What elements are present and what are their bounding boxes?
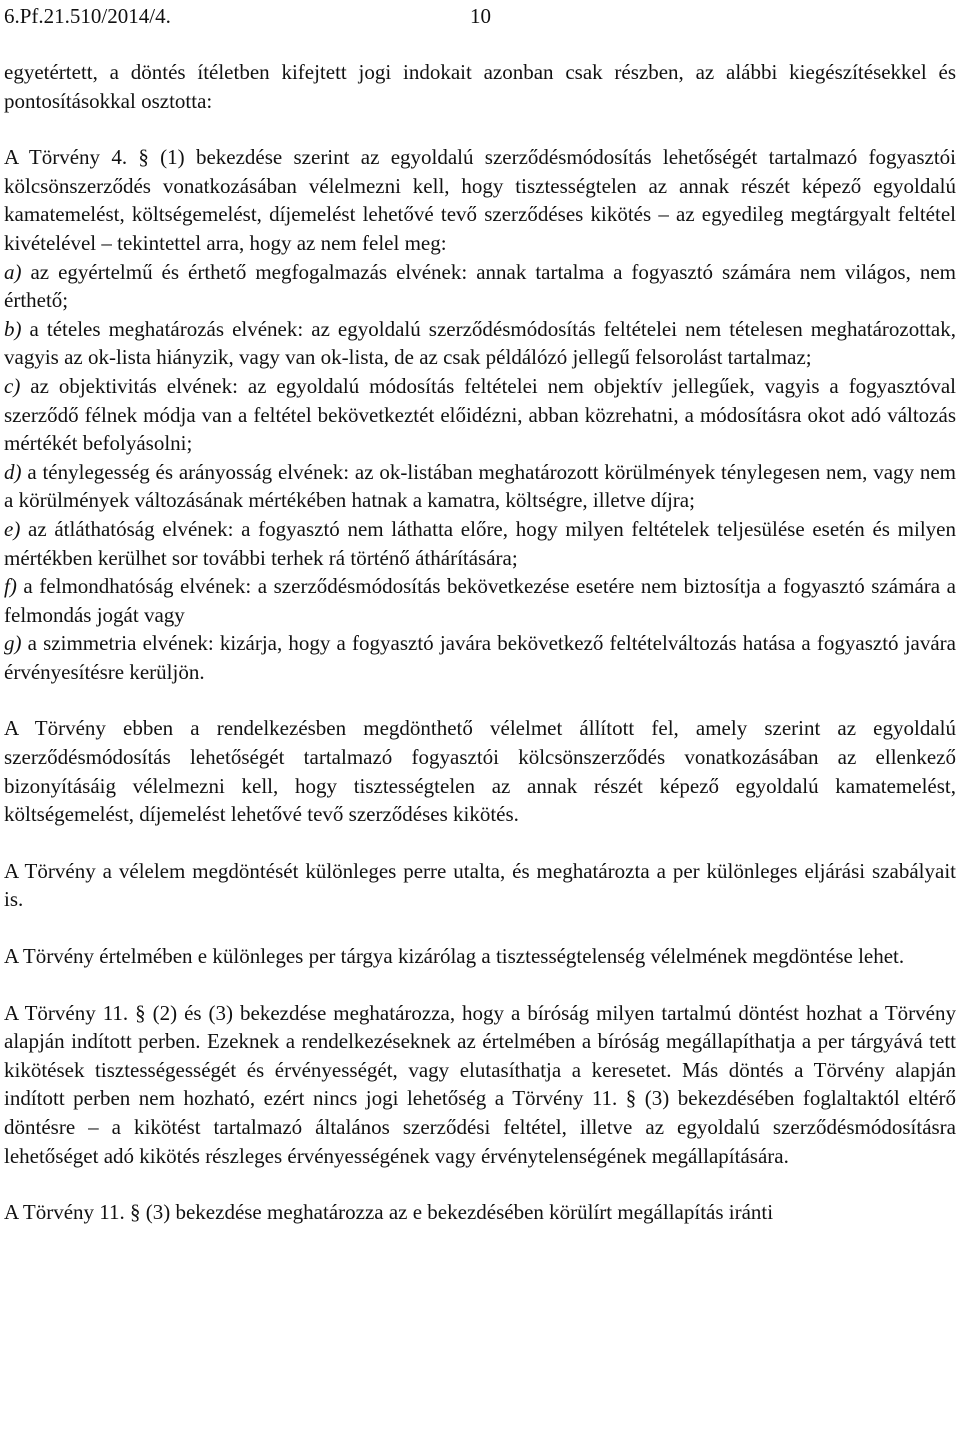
list-item-text: a ténylegesség és arányosság elvének: az ok-listában meghatározott körülmények ténylegesen nem, vagy nem a körülmények változásának mértékében hatnak a kamatra, költségre, illetve díjra; [4,459,956,513]
list-item-text: a felmondhatóság elvének: a szerződésmódosítás bekövetkezése esetére nem biztosítja a fogyasztó számára a felmondás jogát vagy [4,574,956,627]
list-item-text: a szimmetria elvének: kizárja, hogy a fogyasztó javára bekövetkező feltételváltozás hatása a fogyasztó javára érvényesítésre kerüljön. [4,631,956,684]
list-item-text: az objektivitás elvének: az egyoldalú módosítás feltételei nem objektív jellegűek, vagyis a fogyasztóval szerződő félnek módja van a feltétel bekövetkeztét előidézni, abban közrehatni, a módosításra okot adó változás mértékét befolyásolni; [4,373,956,456]
list-item [4,572,956,629]
list-item-text: az átláthatóság elvének: a fogyasztó nem láthatta előre, hogy milyen feltételek teljesülése esetén és milyen mértékben kerülhet sor további terhek rá történő áthárítására; [4,516,956,570]
list-item-letter: b) [4,316,22,341]
list-item-letter: e) [4,516,21,541]
list-item [4,258,956,315]
section-11-3-paragraph: A Törvény 11. § (3) bekezdése meghatározza az e bekezdésében körülírt megállapítás iránti [4,1200,774,1225]
list-item [4,458,956,515]
list-item-text: az egyértelmű és érthető megfogalmazás elvének: annak tartalma a fogyasztó számára nem világos, nem érthető; [4,259,956,313]
subject-of-lawsuit-paragraph: A Törvény értelmében e különleges per tárgya kizárólag a tisztességtelenség vélelmének megdöntése lehet. [4,944,905,969]
presumption-paragraph: A Törvény ebben a rendelkezésben megdönthető vélelmet állított fel, amely szerint az egyoldalú szerződésmódosítás lehetőségét tartalmazó fogyasztói kölcsönszerződés vonatkozásában az ellenkező bizonyításáig vélelmezni kell, hogy tisztességtelen az annak részét képező egyoldalú kamatemelést, költségemelést, díjemelést lehetővé tevő szerződéses kikötés. [4,716,956,827]
page-number: 10 [470,4,491,28]
list-item [4,315,956,372]
list-item-letter: c) [4,373,21,398]
list-item-letter: g) [4,631,22,656]
law-section-4-paragraph: A Törvény 4. § (1) bekezdése szerint az egyoldalú szerződésmódosítás lehetőségét tartalmazó fogyasztói kölcsönszerződés vonatkozásában vélelmezni kell, hogy tisztességtelen az annak részét képező egyoldalú kamatemelést, költségemelést, díjemelést lehetővé tevő szerződéses kikötés – az egyedileg megtárgyalt feltétel kivételével – tekintettel arra, hogy az nem felel meg: [4,145,956,255]
list-item-letter: a) [4,259,22,284]
section-11-paragraph: A Törvény 11. § (2) és (3) bekezdése meghatározza, hogy a bíróság milyen tartalmú döntést hozhat a Törvény alapján indított perben. Ezeknek a rendelkezéseknek az értelmében a bíróság megállapíthatja a per tárgyává tett kikötések tisztességességét és érvényességét, vagy elutasíthatja a keresetet. Más döntés a Törvény alapján indított perben nem hozható, ezért nincs jogi lehetőség a Törvény 11. § (3) bekezdésében foglaltaktól eltérő döntésre – a kikötést tartalmazó általános szerződési feltétel, illetve az egyoldalú szerződésmódosításra lehetőséget adó kikötés részleges érvényességének vagy érvénytelenségének megállapítására. [4,1000,956,1168]
section-4-paragraph-group [4,143,956,686]
list-item [4,629,956,686]
intro-paragraph: egyetértett, a döntés ítéletben kifejtett jogi indokait azonban csak részben, az alábbi kiegészítésekkel és pontosításokkal osztotta: [4,60,956,113]
list-item-text: a tételes meghatározás elvének: az egyoldalú szerződésmódosítás feltételei nem tételesen meghatározottak, vagyis az ok-lista hiányzik, vagy van ok-lista, de az csak példálózó jellegű felsorolást tartalmaz; [4,316,956,370]
list-item-letter: f) [4,574,17,599]
list-item [4,372,956,458]
list-item [4,515,956,572]
special-procedure-paragraph: A Törvény a vélelem megdöntését különleges perre utalta, és meghatározta a per különleges eljárási szabályait is. [4,858,956,912]
page-header [4,2,956,32]
list-item-letter: d) [4,459,22,484]
case-number: 6.Pf.21.510/2014/4. [4,4,171,28]
document-body [4,58,956,1227]
